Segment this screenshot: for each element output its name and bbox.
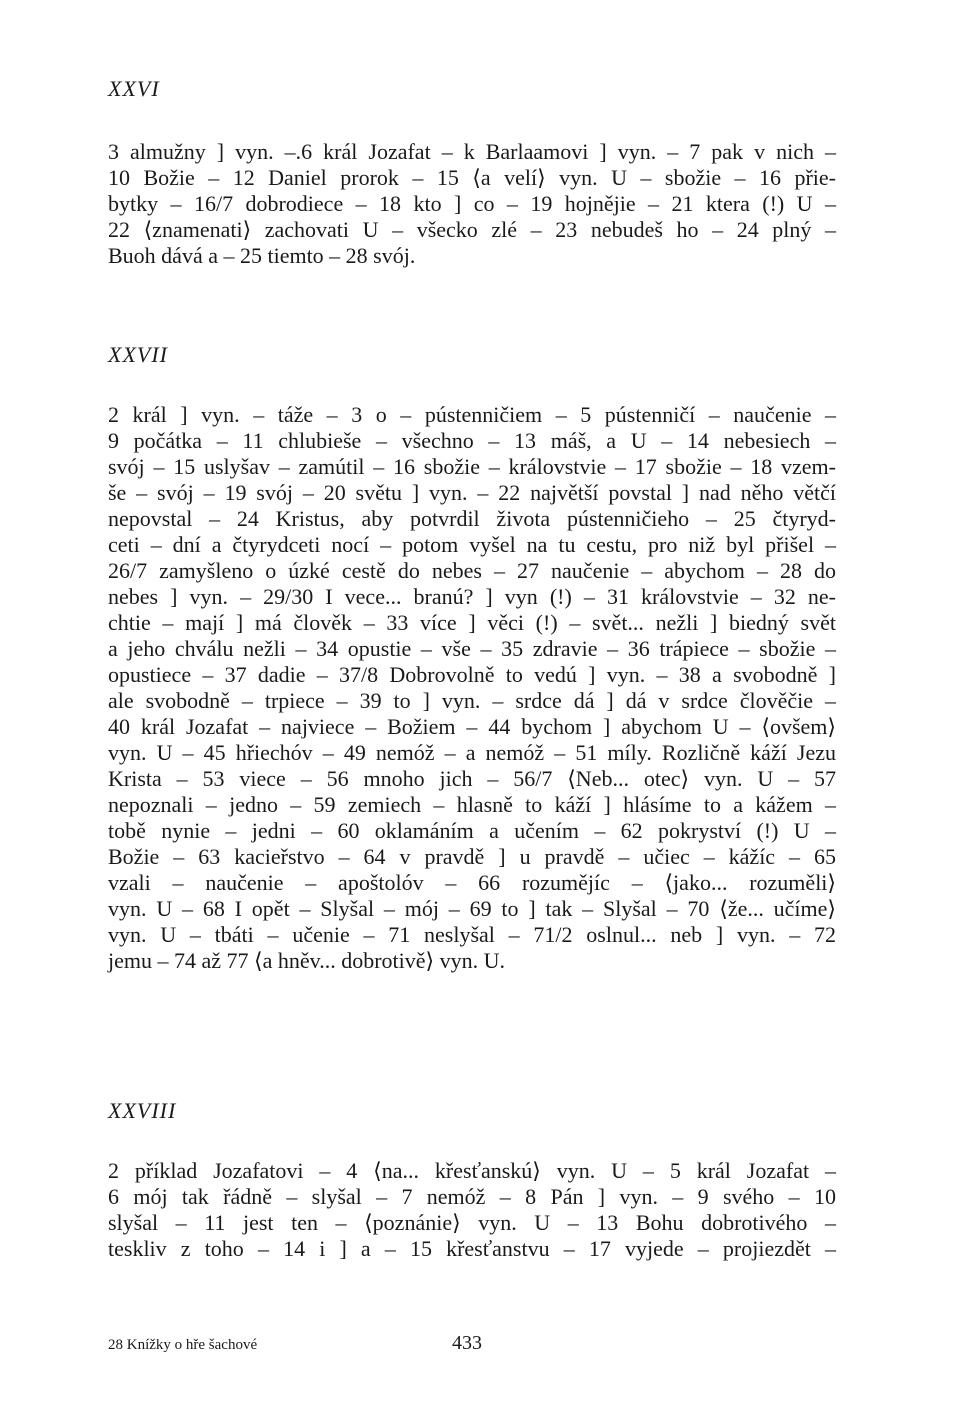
- text-line: 26/7 zamyšleno o úzké cestě do nebes – 27 naučenie – abychom – 28 do: [108, 558, 836, 583]
- text-line: jemu – 74 až 77 ⟨a hněv... dobrotivě⟩ vyn. U.: [108, 948, 505, 973]
- text-line: vyn. U – 45 hřiechóv – 49 nemóž – a nemóž – 51 míly. Rozličně káží Jezu: [108, 740, 836, 765]
- text-line: ceti – dní a čtyrydceti nocí – potom vyšel na tu cestu, pro niž byl přišel –: [108, 532, 836, 557]
- text-line: tobě nynie – jedni – 60 oklamáním a učením – 62 pokryství (!) U –: [108, 818, 836, 843]
- text-line: 40 král Jozafat – najviece – Božiem – 44 bychom ] abychom U – ⟨ovšem⟩: [108, 714, 836, 739]
- text-line: a jeho chválu nežli – 34 opustie – vše – 35 zdravie – 36 trápiece – sbožie –: [108, 636, 836, 661]
- text-line: nepovstal – 24 Kristus, aby potvrdil života pústenničieho – 25 čtyryd-: [108, 506, 836, 531]
- text-line: 2 král ] vyn. – táže – 3 o – pústenničiem – 5 pústenničí – naučenie –: [108, 402, 836, 427]
- text-line: Božie – 63 kacieřstvo – 64 v pravdě ] u pravdě – učiec – kážíc – 65: [108, 844, 836, 869]
- text-line: še – svój – 19 svój – 20 světu ] vyn. – 22 najvětší povstal ] nad něho větčí: [108, 480, 836, 505]
- text-line: ale svobodně – trpiece – 39 to ] vyn. – srdce dá ] dá v srdce člověčie –: [108, 688, 836, 713]
- text-line: opustiece – 37 dadie – 37/8 Dobrovolně to vedú ] vyn. – 38 a svobodně ]: [108, 662, 836, 687]
- section-heading-xxvi: XXVI: [108, 76, 160, 101]
- section-heading-xxvii: XXVII: [108, 342, 168, 367]
- section-body-xxvi: [108, 139, 836, 269]
- text-line: nepoznali – jedno – 59 zemiech – hlasně to káží ] hlásíme to a kážem –: [108, 792, 836, 817]
- text-line: bytky – 16/7 dobrodiece – 18 kto ] co – 19 hojnějie – 21 ktera (!) U –: [108, 191, 836, 216]
- text-line: 2 příklad Jozafatovi – 4 ⟨na... křesťanskú⟩ vyn. U – 5 král Jozafat –: [108, 1158, 836, 1183]
- section-body-xxvii: [108, 402, 836, 974]
- text-line: vyn. U – 68 I opět – Slyšal – mój – 69 to ] tak – Slyšal – 70 ⟨že... učíme⟩: [108, 896, 836, 921]
- text-line: nebes ] vyn. – 29/30 I vece... branú? ] vyn (!) – 31 královstvie – 32 ne-: [108, 584, 836, 609]
- text-line: 10 Božie – 12 Daniel prorok – 15 ⟨a velí⟩ vyn. U – sbožie – 16 přie-: [108, 165, 836, 190]
- signature-mark: 28 Knížky o hře šachové: [108, 1337, 258, 1353]
- text-line: svój – 15 uslyšav – zamútil – 16 sbožie – královstvie – 17 sbožie – 18 vzem-: [108, 454, 836, 479]
- text-line: 22 ⟨znamenati⟩ zachovati U – všecko zlé – 23 nebudeš ho – 24 plný –: [108, 217, 836, 242]
- text-line: teskliv z toho – 14 i ] a – 15 křesťanstvu – 17 vyjede – projiezdět –: [108, 1236, 836, 1261]
- text-line: chtie – mají ] má člověk – 33 více ] věci (!) – svět... nežli ] biedný svět: [108, 610, 836, 635]
- text-line: Krista – 53 viece – 56 mnoho jich – 56/7 ⟨Neb... otec⟩ vyn. U – 57: [108, 766, 836, 791]
- text-line: slyšal – 11 jest ten – ⟨poznánie⟩ vyn. U – 13 Bohu dobrotivého –: [108, 1210, 836, 1235]
- text-line: vyn. U – tbáti – učenie – 71 neslyšal – 71/2 oslnul... neb ] vyn. – 72: [108, 922, 836, 947]
- text-line: 9 počátka – 11 chlubieše – všechno – 13 máš, a U – 14 nebesiech –: [108, 428, 836, 453]
- section-body-xxviii: [108, 1158, 836, 1262]
- text-line: vzali – naučenie – apoštolóv – 66 rozumějíc – ⟨jako... rozuměli⟩: [108, 870, 836, 895]
- page-number: 433: [452, 1332, 482, 1354]
- text-line: 3 almužny ] vyn. –.6 král Jozafat – k Barlaamovi ] vyn. – 7 pak v nich –: [108, 139, 836, 164]
- text-line: 6 mój tak řádně – slyšal – 7 nemóž – 8 Pán ] vyn. – 9 svého – 10: [108, 1184, 836, 1209]
- text-line: Buoh dává a – 25 tiemto – 28 svój.: [108, 243, 416, 268]
- section-heading-xxviii: XXVIII: [108, 1098, 177, 1123]
